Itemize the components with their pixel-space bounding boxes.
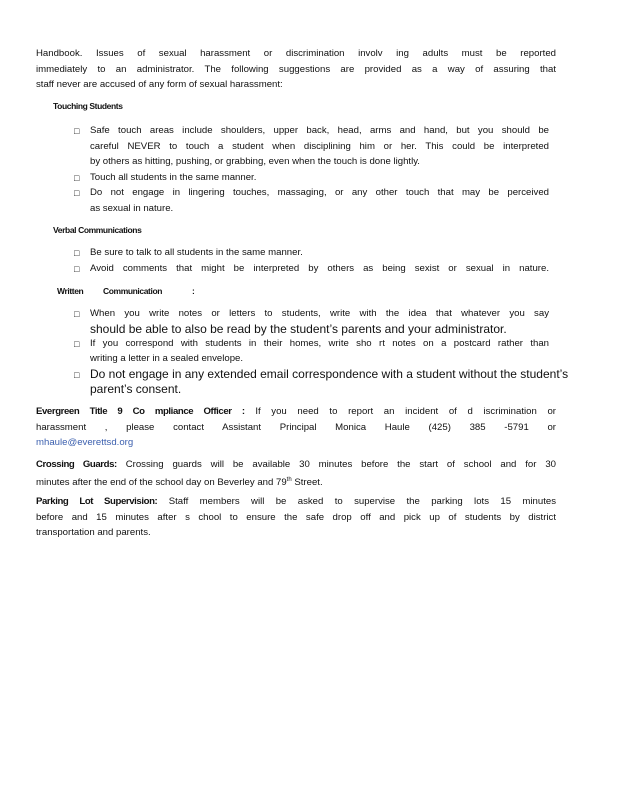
list-item-line: Do not engage in any extended email correspondence with a student without the student’s — [90, 366, 569, 381]
list-item — [74, 123, 549, 170]
list-item-line: Safe touch areas include shoulders, upper back, head, arms and hand, but you should be — [90, 125, 549, 136]
list-item-line: When you write notes or letters to students, write with the idea that whatever you say — [90, 308, 549, 319]
crossing-text: minutes after the end of the school day on Beverley and 79 — [36, 476, 287, 488]
section-heading-colon: : — [192, 286, 195, 296]
list-item — [74, 336, 549, 367]
intro-line: staff never are accused of any form of sexual harassment: — [36, 79, 283, 90]
written-bullet-list — [74, 306, 569, 397]
intro-line: immediately to an administrator. The following suggestions are provided as a way of assuring that — [36, 63, 556, 75]
list-item-line: by others as hitting, pushing, or grabbing, even when the touch is done lightly. — [90, 156, 420, 167]
parking-line: before and 15 minutes after s chool to ensure the safe drop off and pick up of students by district — [36, 511, 556, 523]
list-item-line: If you correspond with students in their homes, write sho rt notes on a postcard rather than — [90, 337, 549, 349]
list-item-line: Avoid comments that might be interpreted by others as being sexist or sexual in nature. — [90, 262, 549, 274]
intro-line: Handbook. Issues of sexual harassment or discrimination involv ing adults must be reported — [36, 48, 556, 59]
list-item-line: should be able to also be read by the student’s parents and your administrator. — [90, 321, 507, 336]
evergreen-paragraph — [36, 404, 556, 451]
checkbox-bullet-icon: □ — [74, 263, 80, 274]
list-item — [74, 185, 549, 216]
list-item — [74, 170, 549, 186]
list-item-line: Be sure to talk to all students in the same manner. — [90, 247, 303, 258]
checkbox-bullet-icon: □ — [74, 172, 80, 183]
superscript: th — [286, 476, 292, 483]
list-item-line: as sexual in nature. — [90, 202, 174, 214]
crossing-line — [36, 457, 556, 473]
crossing-paragraph — [36, 457, 556, 490]
verbal-bullet-list — [74, 245, 549, 276]
section-heading-written: Written — [57, 286, 84, 296]
checkbox-bullet-icon: □ — [74, 126, 80, 136]
parking-label: Parking Lot Supervision: — [36, 496, 158, 507]
checkbox-bullet-icon: □ — [74, 338, 80, 349]
parking-text: Staff members will be asked to supervise the parking lots 15 minutes — [168, 496, 556, 507]
crossing-line — [36, 473, 556, 491]
list-item — [74, 306, 549, 336]
list-item — [74, 245, 549, 261]
evergreen-line — [36, 404, 556, 420]
list-item — [74, 261, 549, 277]
list-item-line: writing a letter in a sealed envelope. — [90, 353, 244, 364]
section-heading-touching: Touching Students — [53, 101, 123, 111]
checkbox-bullet-icon: □ — [74, 309, 80, 319]
crossing-label: Crossing Guards: — [36, 459, 117, 470]
list-item-line: Touch all students in the same manner. — [90, 171, 257, 183]
parking-line — [36, 494, 556, 510]
crossing-text: Crossing guards will be available 30 minutes before the start of school and for 30 — [125, 459, 556, 470]
intro-paragraph — [36, 46, 556, 93]
crossing-text: Street. — [294, 476, 323, 488]
list-item — [74, 366, 569, 397]
list-item-line: Do not engage in lingering touches, massaging, or any other touch that may be perceived — [90, 187, 549, 198]
evergreen-label: Evergreen Title 9 Co mpliance Officer : — [36, 406, 245, 417]
evergreen-line: harassment , please contact Assistant Principal Monica Haule (425) 385 -5791 or — [36, 421, 556, 433]
parking-line: transportation and parents. — [36, 527, 151, 538]
evergreen-text: If you need to report an incident of d iscrimination or — [255, 406, 556, 417]
section-heading-verbal: Verbal Communications — [53, 225, 142, 235]
touching-bullet-list — [74, 123, 549, 216]
list-item-line: parent’s consent. — [90, 381, 182, 396]
parking-paragraph — [36, 494, 556, 541]
checkbox-bullet-icon: □ — [74, 248, 80, 258]
email-link[interactable]: mhaule@everettsd.org — [36, 437, 134, 448]
checkbox-bullet-icon: □ — [74, 188, 80, 198]
evergreen-line — [36, 435, 556, 451]
checkbox-bullet-icon: □ — [74, 369, 80, 380]
section-heading-communication: Communication — [103, 286, 163, 296]
list-item-line: careful NEVER to touch a student when disciplining him or her. This could be interpreted — [90, 140, 549, 152]
